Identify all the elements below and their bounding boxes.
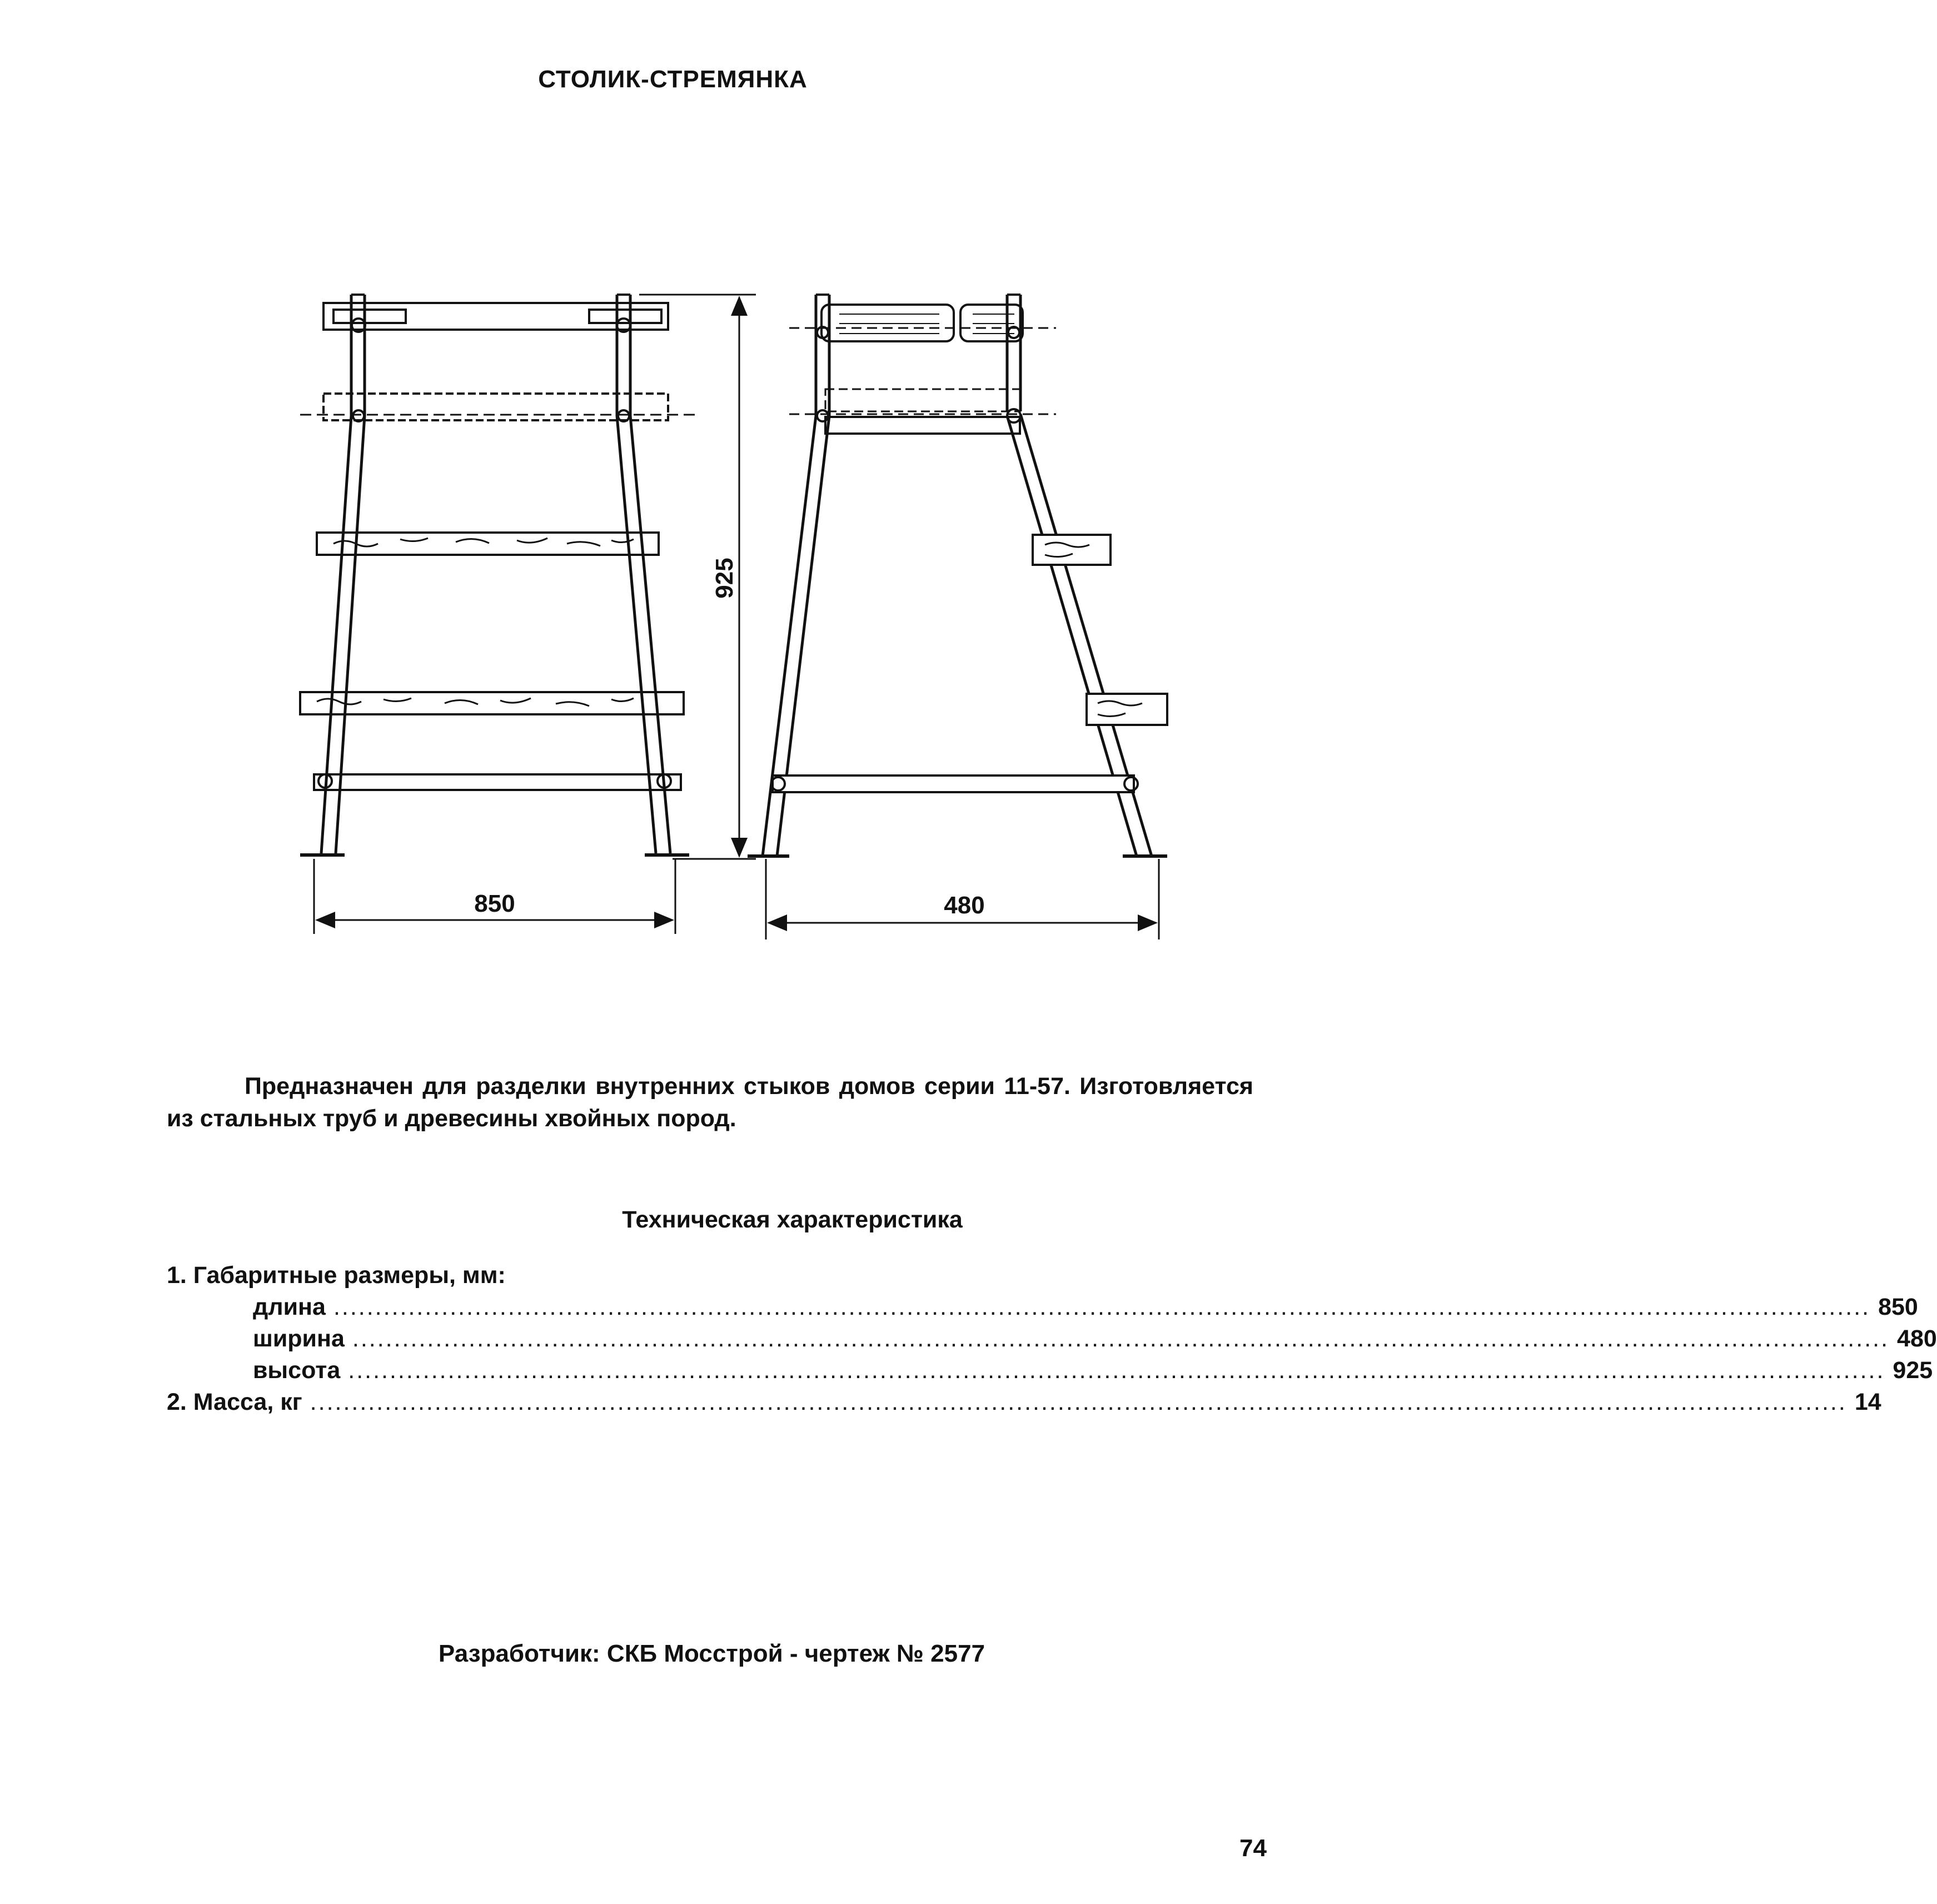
width-dimension-label: 480 <box>944 892 985 919</box>
technical-drawing <box>0 0 1346 945</box>
spec-height-label: высота <box>253 1357 341 1384</box>
spec-height-value: 925 <box>1893 1357 1933 1384</box>
spec-mass-value: 14 <box>1854 1389 1881 1415</box>
front-view <box>300 295 695 855</box>
page-title: СТОЛИК-СТРЕМЯНКА <box>538 66 808 93</box>
side-view <box>748 295 1167 856</box>
spec-item-dimensions <box>167 1262 506 1293</box>
leader-dots: ......................................................................................................................................................................................... <box>352 1325 1890 1352</box>
spec-length-label: длина <box>253 1294 326 1320</box>
leader-dots: ......................................................................................................................................................................................... <box>333 1294 1871 1320</box>
spec-title: Техническая характеристика <box>622 1206 963 1233</box>
spec-width-value: 480 <box>1897 1325 1937 1352</box>
description <box>167 1070 1253 1135</box>
leader-dots: ......................................................................................................................................................................................... <box>348 1357 1885 1384</box>
spec-mass-label: 2. Масса, кг <box>167 1389 302 1415</box>
spec-row-mass <box>167 1389 1881 1420</box>
description-text: Предназначен для разделки внутренних стыков домов серии 11-57. Изготовляется из стальных труб и древесины хвойных пород. <box>167 1073 1253 1132</box>
spec-width-label: ширина <box>253 1325 345 1352</box>
spec-dimensions-label: 1. Габаритные размеры, мм: <box>167 1262 506 1289</box>
spec-row-height <box>253 1357 1933 1388</box>
spec-row-length <box>253 1294 1918 1325</box>
spec-length-value: 850 <box>1878 1294 1918 1320</box>
developer-credit: Разработчик: СКБ Мосстрой - чертеж № 2577 <box>438 1640 985 1667</box>
page-number: 74 <box>1239 1835 1267 1862</box>
leader-dots: ......................................................................................................................................................................................... <box>310 1389 1847 1415</box>
length-dimension-label: 850 <box>474 890 515 917</box>
spec-row-width <box>253 1325 1937 1356</box>
height-dimension-label: 925 <box>711 558 738 599</box>
